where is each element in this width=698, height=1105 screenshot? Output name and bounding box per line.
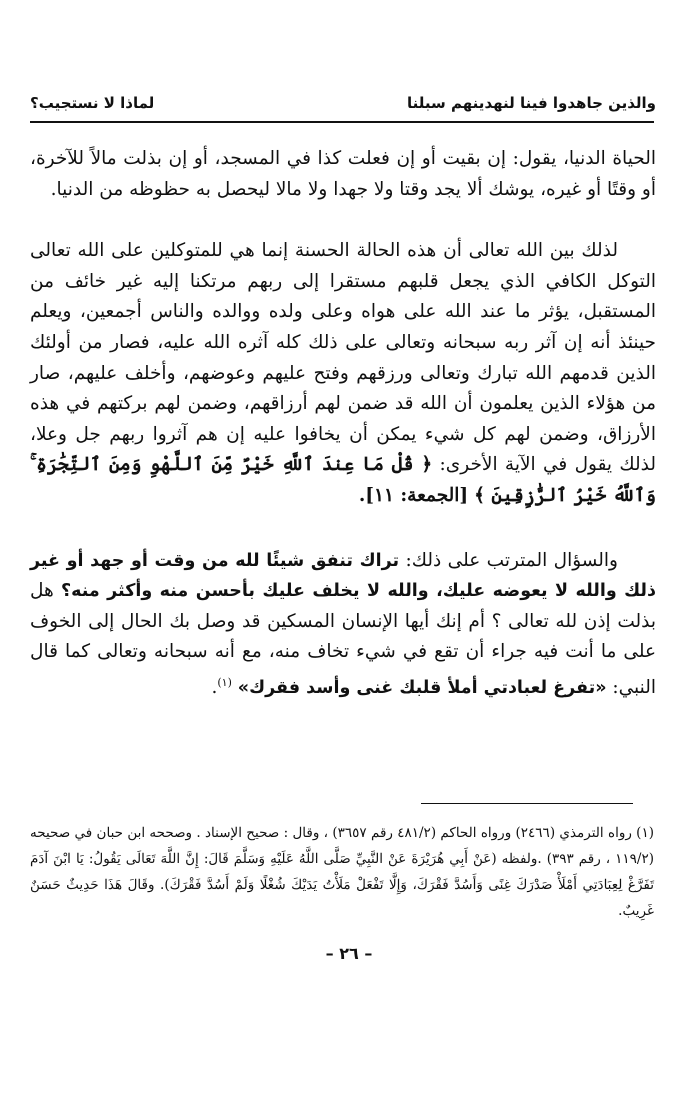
footnote-separator (421, 803, 633, 804)
quran-verse: ﴿ قُلْ مَا عِندَ ٱللَّهِ خَيْرٌ مِّنَ ٱللَّهْوِ وَمِنَ ٱلتِّجَٰرَةِ ۚ وَٱللَّهُ خَيْرُ ٱلرَّٰزِقِينَ ﴾ (30, 454, 656, 506)
paragraph-3-end: . (211, 677, 218, 699)
footnote-1: (١) رواه الترمذي (٢٤٦٦) ورواه الحاكم (٤٨١/٢ رقم ٣٦٥٧) ، وقال : صحيح الإسناد . وصححه ابن حبان في صحيحه (١١٩/٢ ، رقم ٣٩٣) .ولفظه (عَنْ أَبِي هُرَيْرَةَ عَنْ النَّبِيِّ صَلَّى اللَّهُ عَلَيْهِ وَسَلَّمَ قَالَ: إِنَّ اللَّهَ تَعَالَى يَقُولُ: يَا ابْنَ آدَمَ تَفَرَّغْ لِعِبَادَتِي أَمْلَأْ صَدْرَكَ غِنًى وَأَسُدَّ فَقْرَكَ، وَإِلَّا تَفْعَلْ مَلَأْتُ يَدَيْكَ شُغْلًا وَلَمْ أَسُدَّ فَقْرَكَ). وقَالَ هَذَا حَدِيثٌ حَسَنٌ غَرِيبٌ. (30, 825, 654, 919)
paragraph-3-intro: والسؤال المترتب على ذلك: (405, 549, 618, 571)
header-rule (30, 121, 654, 123)
highlighted-question: تراك تنفق شيئًا لله من وقت أو جهد أو غير ذلك والله لا يعوضه عليك، والله لا يخلف عليك بأحسن منه وأكثر منه؟ (30, 550, 656, 602)
paragraph-1: الحياة الدنيا، يقول: إن بقيت أو إن فعلت كذا في المسجد، أو إن بذلت مالاً للآخرة، أو وقتًا أو غيره، يوشك ألا يجد وقتا ولا جهدا ولا مالا ليحصل به حظوظه من الدنيا. (30, 148, 656, 200)
footnotes (30, 820, 654, 924)
hadith-quote: «تفرغ لعبادتي أملأ قلبك غنى وأسد فقرك» (237, 678, 607, 699)
paragraph-3 (30, 546, 656, 704)
paragraph-3-text: هل بذلت إذن لله تعالى ؟ أم إنك أيها الإنسان المسكين قد وصل بك الحال إلى الخوف على ما أنت فيه جراء أن تقع في شيء تخاف منه، مع أنه سبحانه وتعالى كما قال النبي: (30, 580, 656, 699)
paragraph-2-text: لذلك بين الله تعالى أن هذه الحالة الحسنة إنما هي للمتوكلين على الله تعالى التوكل الكافي الذي يجعل قلبهم مستقرا إلى ربهم مرتكنا إليه غير خائف من المستقبل، يؤثر ما عند الله على هواه وعلى ولده ووالده والناس أجمعين، ويعلم حينئذ أنه إن آثر ربه سبحانه وتعالى على ذلك كله آثره الله عليه، فصار من أولئك الذين قدمهم الله تبارك وتعالى ورزقهم وفتح عليهم وعوضهم، وأخلف عليهم، صار من هؤلاء الذين يعلمون أن الله قد ضمن لهم أرزاقهم، وضمن لهم بركتهم في هذه الأرزاق، وضمن لهم كل شيء يمكن أن يخافوا عليه إن هم آثروا ربهم جل وعلا، لذلك يقول في الآية الأخرى: (30, 240, 656, 476)
verse-reference: [الجمعة: ١١]. (358, 484, 469, 506)
footnote-marker[interactable]: (١) (217, 675, 232, 689)
header-book-title: والذين جاهدوا فينا لنهدينهم سبلنا (407, 94, 656, 112)
header-chapter-title: لماذا لا نستجيب؟ (30, 94, 155, 112)
running-header (30, 94, 656, 120)
page-number: – ٢٦ – (325, 944, 373, 963)
main-text (30, 144, 656, 704)
paragraph-2 (30, 236, 656, 511)
